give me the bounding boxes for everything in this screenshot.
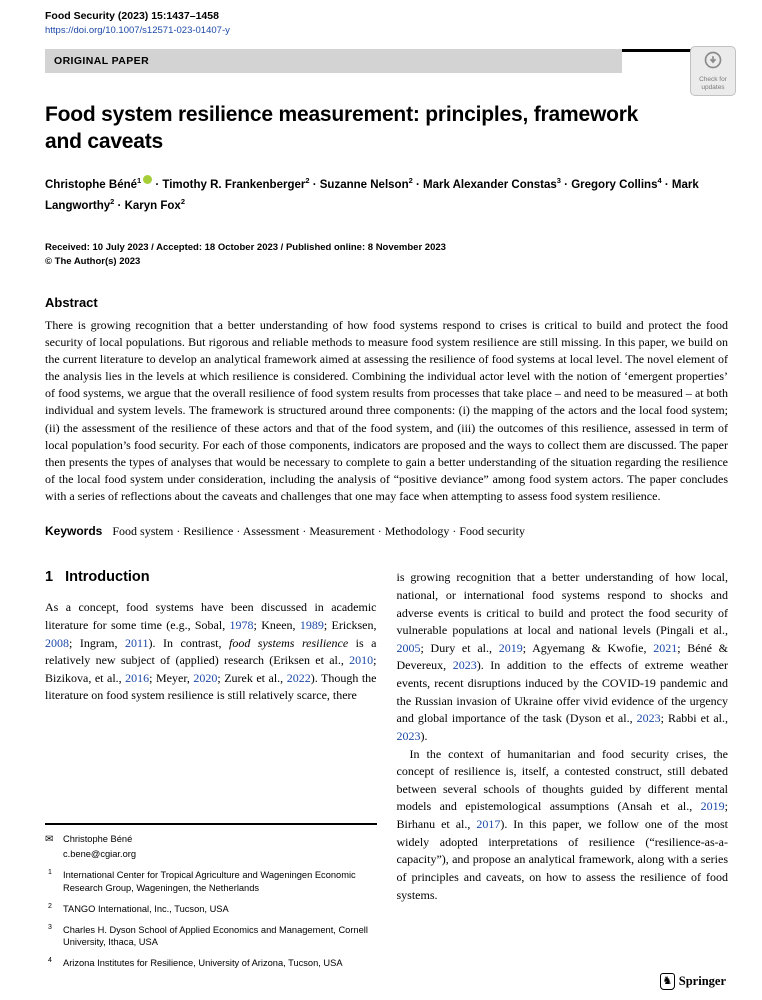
text-run: ). xyxy=(420,728,428,743)
ref-year-link[interactable]: 2023 xyxy=(452,658,477,673)
affiliations-list xyxy=(45,869,377,970)
text-run: ). In contrast, xyxy=(148,635,229,650)
footnote-rule xyxy=(45,823,377,825)
text-run: ). In addition to the effects of extreme weather events, recent disruptions induced by the COVID-19 pandemic and the Russian invasion of Ukraine offer vivid evidence of the urgency and global importance of the task (Dyson et al., xyxy=(396,658,729,726)
ref-year-link[interactable]: 2016 xyxy=(125,670,150,685)
section-title: Introduction xyxy=(65,569,150,586)
ref-year-link[interactable]: 2023 xyxy=(636,711,661,726)
keywords-line xyxy=(45,524,728,539)
ref-year-link[interactable]: 2020 xyxy=(193,670,218,685)
author-name: Christophe Béné$^1$ xyxy=(45,179,152,191)
doi-link[interactable]: https://doi.org/10.1007/s12571-023-01407-y xyxy=(45,25,230,37)
keywords-label: Keywords xyxy=(45,524,103,539)
text-run: ). Though the literature on food system resilience is still relatively scarce, there xyxy=(45,670,377,703)
author-name: Suzanne Nelson$^2$ xyxy=(319,175,413,191)
text-run: ; Birhanu et al., xyxy=(396,799,728,832)
text-run: As a concept, food systems have been discussed in academic literature for some time (e.g., Sobal, xyxy=(45,600,377,632)
keyword-separator: · xyxy=(233,524,243,539)
keyword-separator: · xyxy=(299,524,310,539)
springer-wordmark: Springer xyxy=(678,974,726,988)
paper-title: Food system resilience measurement: principles, framework and caveats xyxy=(45,103,639,154)
ref-year-link[interactable]: 1989 xyxy=(299,617,324,632)
text-run: ; Agyemang & Kwofie, xyxy=(522,640,654,655)
corresponding-author-email[interactable]: c.bene@cgiar.org xyxy=(63,849,137,860)
text-run: ; Rabbi et al., xyxy=(660,711,729,726)
check-updates-badge[interactable] xyxy=(690,46,736,96)
ref-year-link[interactable]: 2005 xyxy=(396,640,421,655)
keyword: Food security xyxy=(459,524,526,539)
left-column xyxy=(45,569,377,970)
dates-line: Received: 10 July 2023 / Accepted: 18 October 2023 / Published online: 8 November 2023 xyxy=(45,241,446,253)
envelope-icon: ✉ xyxy=(45,834,54,846)
keyword-separator: · xyxy=(374,524,385,539)
ref-year-link[interactable]: 2023 xyxy=(396,728,421,743)
ref-year-link[interactable]: 2021 xyxy=(653,640,678,655)
section-heading-introduction xyxy=(45,569,377,585)
affiliation xyxy=(45,957,377,970)
author-separator: · xyxy=(661,178,672,191)
text-run: ; Bizikova, et al., xyxy=(45,653,377,685)
author-separator: · xyxy=(560,178,572,191)
text-run: ; Béné & Devereux, xyxy=(396,640,728,673)
author-name: Karyn Fox$^2$ xyxy=(124,196,185,212)
text-run: ). In this paper, we follow one of the most widely adopted interpretations of resilience (“resilience-as-a-capacity”), and propose an analytical framework, along with a series of principles and caveats, on how to assess the resilience of food systems. xyxy=(396,817,729,902)
copyright-line: © The Author(s) 2023 xyxy=(45,255,141,267)
ref-year-link[interactable]: 1978 xyxy=(229,617,254,632)
body-columns xyxy=(45,569,728,970)
text-run: ; Meyer, xyxy=(149,670,194,685)
keywords-list xyxy=(112,524,525,538)
author-name: Timothy R. Frankenberger$^2$ xyxy=(162,175,310,191)
affiliation-text: Arizona Institutes for Resilience, University of Arizona, Tucson, USA xyxy=(63,958,343,969)
check-updates-label: Check for updates xyxy=(699,75,727,91)
affiliation-text: International Center for Tropical Agriculture and Wageningen Economic Research Group, Wageningen, the Netherlands xyxy=(63,870,356,893)
text-run: ; Dury et al., xyxy=(420,640,499,655)
springer-logo xyxy=(660,973,726,990)
ref-year-link[interactable]: 2011 xyxy=(124,635,149,650)
text-run: In the context of humanitarian and food security crises, the concept of resilience is, itself, a contested construct, still debated between several schools of thoughts guided by different mental models and epistemological assumptions (Ansah et al., xyxy=(396,746,728,814)
body-paragraph xyxy=(397,569,729,745)
intro-paragraph xyxy=(45,599,377,705)
abstract-heading: Abstract xyxy=(45,294,98,310)
section-number: 1 xyxy=(45,569,54,586)
keyword: Resilience xyxy=(183,524,234,539)
affiliation-number: 3 xyxy=(48,923,52,931)
keyword: Assessment xyxy=(242,524,300,539)
footnote-block xyxy=(45,823,377,970)
affiliation xyxy=(45,903,377,916)
ref-year-link[interactable]: 2010 xyxy=(349,653,374,668)
update-icon xyxy=(703,50,723,75)
text-run: ; Kneen, xyxy=(253,617,300,632)
author-separator: · xyxy=(152,178,163,191)
keyword: Methodology xyxy=(384,524,450,539)
paper-type-badge: ORIGINAL PAPER xyxy=(45,49,622,73)
text-run: is a relatively new subject of (applied) research (Eriksen et al., xyxy=(45,635,377,668)
keyword-separator: · xyxy=(173,524,184,539)
ref-year-link[interactable]: 2022 xyxy=(286,670,311,685)
affiliation xyxy=(45,924,377,950)
affiliation-number: 4 xyxy=(48,957,52,965)
affiliation-text: TANGO International, Inc., Tucson, USA xyxy=(63,903,229,914)
author-separator: · xyxy=(412,178,423,191)
author-name: Gregory Collins$^4$ xyxy=(571,175,662,191)
text-run: ; Ingram, xyxy=(69,635,125,650)
author-name: Mark Langworthy$^2$ xyxy=(45,178,699,212)
ref-year-link[interactable]: 2019 xyxy=(498,640,523,655)
springer-logo-icon: ♞ xyxy=(660,973,675,990)
abstract-text: There is growing recognition that a better understanding of how food systems respond to crises is critical to build and protect the food security of local populations. But rigorous and reliable methods to measure food system resilience are still missing. In this paper, we build on the current literature to develop an analytical framework aimed at assessing the resilience of food systems at local level. The novel element of the analysis lies in the levels at which resilience is considered. Combining the individual actor level with the notion of ‘emergent properties’ of food systems, we argue that the overall resilience of food system results from processes that take place – and need to be measured – at both individual and system levels. The framework is structured around three components: (i) the mapping of the actors and the local food system; (ii) the assessment of the resilience of these actors and that of the food system, and (iii) the outcomes of this resilience, assessed in term of local population’s food security. For each of those components, indicators are proposed and the ways to collect them are discussed. The paper then presents the types of analyses that would be necessary to complete to gain a better understanding of the situation regarding the resilience of the local food system under consideration, including the analysis of “positive deviance” among food system actors. The paper concludes with a series of reflections about the caveats and challenges that one may face when attempting to assess food system resilience. xyxy=(45,317,728,504)
author-name: Mark Alexander Constas$^3$ xyxy=(423,175,561,191)
text-run: food systems resilience xyxy=(228,635,349,650)
orcid-icon[interactable] xyxy=(143,175,152,184)
text-run: ; Ericksen, xyxy=(323,617,377,632)
text-run: ; Zurek et al., xyxy=(217,670,287,685)
ref-year-link[interactable]: 2008 xyxy=(45,635,69,650)
corresponding-author-name: Christophe Béné xyxy=(63,834,133,845)
text-run: is growing recognition that a better understanding of how local, national, or international food systems respond to shocks and adverse events is critical to build and protect the food security of vulnerable populations at local and national levels (Pingali et al., xyxy=(396,570,728,638)
affiliation-number: 2 xyxy=(48,902,52,910)
keyword: Food system xyxy=(112,524,174,539)
authors-line xyxy=(45,174,728,216)
corresponding-author xyxy=(45,833,377,847)
right-column xyxy=(397,569,729,970)
paper-type-row xyxy=(45,49,728,73)
affiliation xyxy=(45,869,377,895)
keyword: Measurement xyxy=(309,524,375,539)
keyword-separator: · xyxy=(449,524,460,539)
journal-line: Food Security (2023) 15:1437–1458 xyxy=(45,10,219,22)
author-separator: · xyxy=(114,199,125,212)
author-separator: · xyxy=(309,178,320,191)
ref-year-link[interactable]: 2017 xyxy=(476,817,501,832)
affiliation-number: 1 xyxy=(48,869,52,877)
body-paragraph xyxy=(397,746,729,905)
affiliation-text: Charles H. Dyson School of Applied Economics and Management, Cornell University, Ithaca, USA xyxy=(63,924,368,948)
ref-year-link[interactable]: 2019 xyxy=(700,799,725,814)
